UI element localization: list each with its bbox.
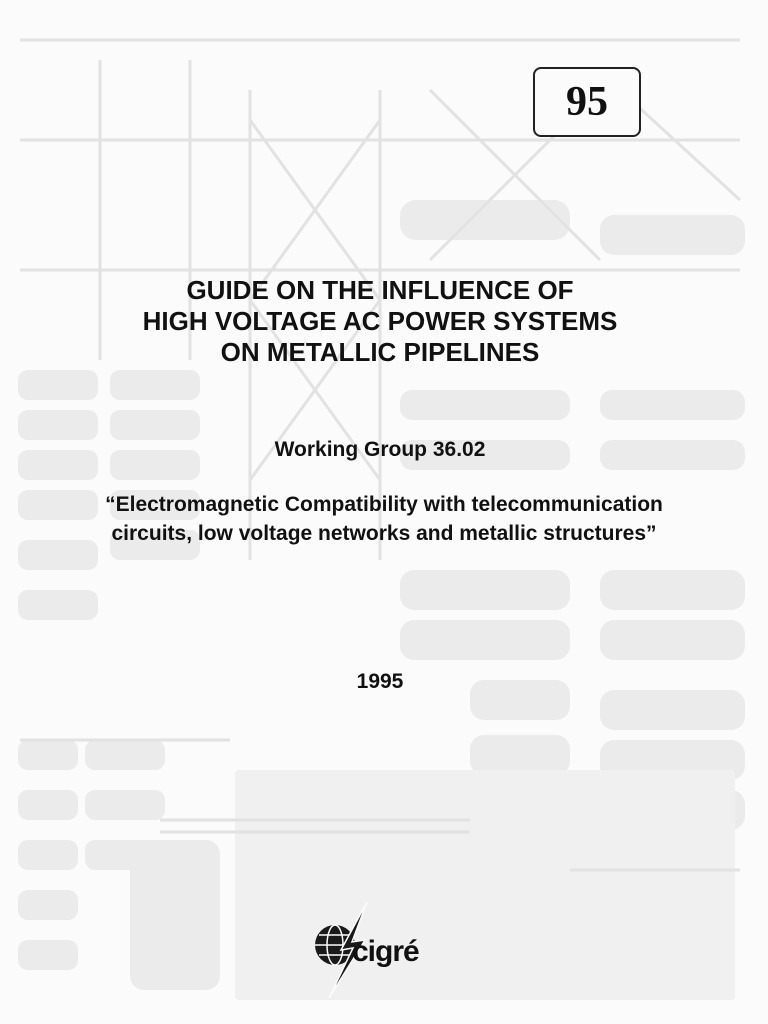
working-group: Working Group 36.02 [274,438,486,461]
report-number-box [533,67,641,137]
cigre-logo-text: cigré [352,935,419,968]
title-line: HIGH VOLTAGE AC POWER SYSTEMS [142,306,618,336]
title-line: GUIDE ON THE INFLUENCE OF [186,275,574,305]
title-line: ON METALLIC PIPELINES [220,337,540,367]
publication-year: 1995 [356,670,404,693]
report-number: 95 [566,79,608,125]
subtitle-line: “Electromagnetic Compatibility with telecommunication [105,493,663,516]
document-title [60,275,700,368]
subtitle-line: circuits, low voltage networks and metallic structures” [111,522,657,545]
working-group-subtitle [14,490,754,548]
